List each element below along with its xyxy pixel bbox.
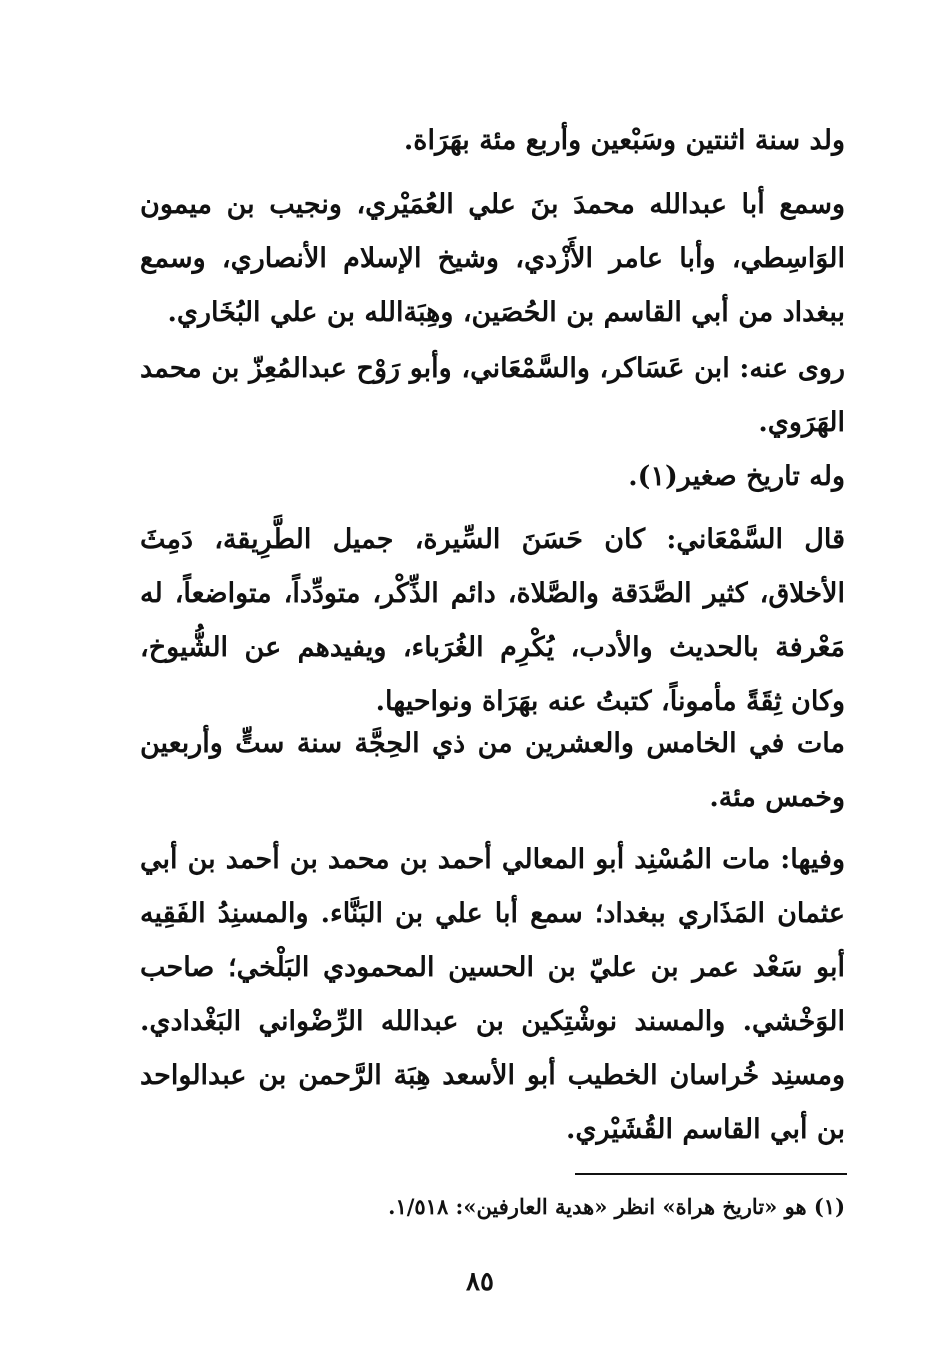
- paragraph-death: مات في الخامس والعشرين من ذي الحِجَّة سنة ستٍّ وأربعين وخمس مئة.: [140, 728, 845, 813]
- paragraph-same-year-deaths: وفيها: مات المُسْنِد أبو المعالي أحمد بن محمد بن أحمد بن أبي عثمان المَذَاري ببغداد؛ سمع أبا علي بن البَنَّاء. والمسنِدُ الفَقِيه أبو سَعْد عمر بن عليّ بن الحسين المحمودي البَلْخي؛ صاحب الوَخْشي. والمسند نوشْتِكين بن عبدالله الرِّضْواني البَغْدادي. ومسنِد خُراسان الخطيب أبو الأسعد هِبَة الرَّحمن بن عبدالواحد بن أبي القاسم القُشَيْري.: [140, 844, 845, 1145]
- paragraph-samani-quote: قال السَّمْعَاني: كان حَسَنَ السِّيرة، جميل الطَّرِيقة، دَمِثَ الأخلاق، كثير الصَّدَقة والصَّلاة، دائم الذِّكْر، متودِّداً، متواضعاً، له مَعْرفة بالحديث والأدب، يُكْرِم الغُرَباء، ويفيدهم عن الشُّيوخ، وكان ثِقَةً مأموناً، كتبتُ عنه بهَرَاة ونواحيها.: [140, 524, 845, 717]
- paragraph-history-work: وله تاريخ صغير(١).: [628, 461, 845, 492]
- paragraph-teachers: وسمع أبا عبدالله محمدَ بنَ علي العُمَيْري، ونجيب بن ميمون الوَاسِطي، وأبا عامر الأَزْدي، وشيخ الإسلام الأنصاري، وسمع ببغداد من أبي القاسم بن الحُصَين، وهِبَةالله بن علي البُخَاري.: [140, 189, 845, 328]
- footnote: (١) هو «تاريخ هراة» انظر «هدية العارفين»: ١/٥١٨.: [388, 1194, 845, 1219]
- paragraph-birth: ولد سنة اثنتين وسَبْعين وأربع مئة بهَرَاة.: [403, 125, 845, 156]
- page-number: ٨٥: [466, 1267, 494, 1297]
- paragraph-students: روى عنه: ابن عَسَاكر، والسَّمْعَاني، وأبو رَوْح عبدالمُعِزّ بن محمد الهَرَوي.: [140, 353, 845, 438]
- footnote-divider: [575, 1173, 847, 1175]
